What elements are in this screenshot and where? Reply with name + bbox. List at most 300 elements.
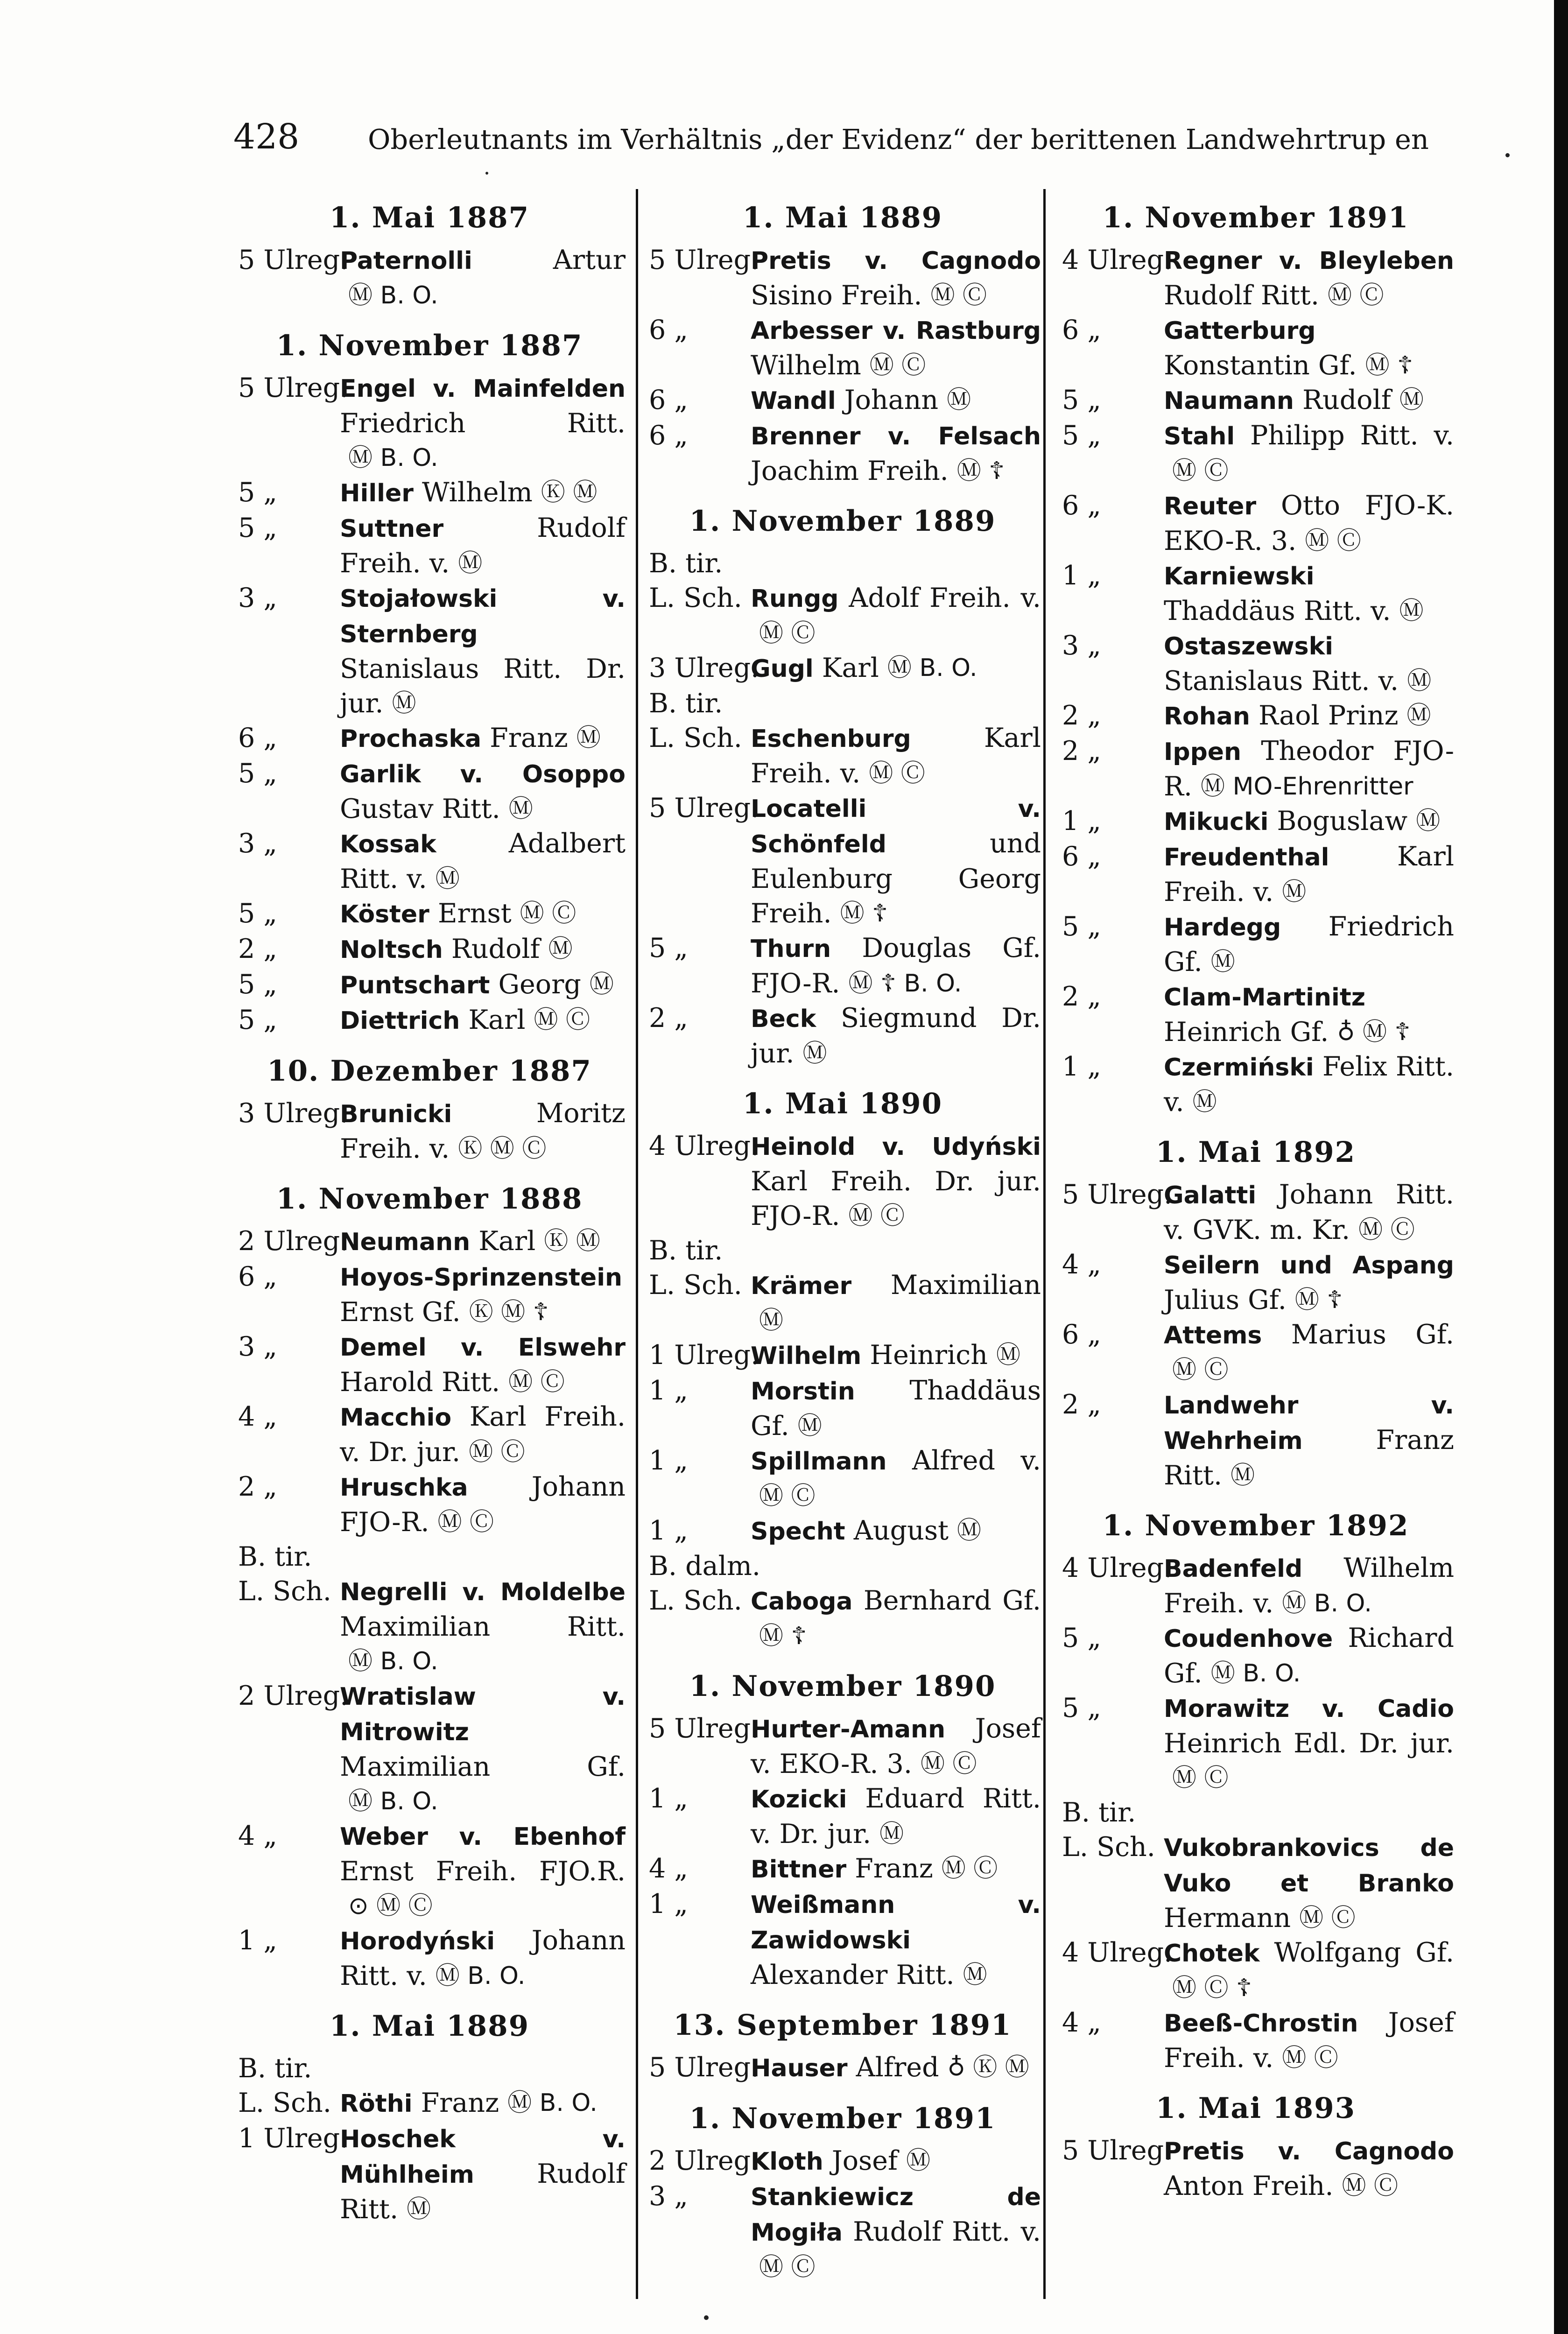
officer-entry — [644, 383, 1041, 418]
officer-entry — [233, 1679, 626, 1819]
column-2 — [644, 201, 1041, 2285]
unit-label: 4 „ — [238, 1401, 277, 1432]
officer-entry — [1057, 558, 1454, 628]
unit-label: 5 „ — [238, 969, 277, 1000]
officer-details: Josef — [823, 2145, 898, 2176]
officer-surname: Bittner — [751, 1856, 847, 1884]
officer-entry — [1057, 734, 1454, 804]
officer-details: Julius Gf. — [1164, 1285, 1287, 1315]
officer-surname: Kossak — [340, 830, 436, 858]
decoration-marks: Ⓜ Ⓒ — [1299, 1904, 1356, 1932]
decoration-marks: Ⓜ Ⓒ — [1172, 1764, 1229, 1792]
entry-text — [340, 756, 626, 826]
officer-details: Gustav Ritt. — [340, 794, 500, 824]
officer-surname: Heinold v. Udyński — [751, 1133, 1041, 1161]
officer-surname: Specht — [751, 1518, 845, 1546]
decoration-marks: Ⓜ B. O. — [887, 654, 977, 682]
unit-label: 2 „ — [1062, 736, 1101, 766]
officer-details: Friedrich Ritt. — [340, 408, 626, 439]
officer-entry — [644, 1549, 1041, 1653]
unit-label: 5 Ulreg. — [238, 373, 349, 403]
entry-text — [751, 1781, 1041, 1851]
officer-entry — [1057, 1551, 1454, 1621]
unit-label: 1 „ — [1062, 806, 1101, 837]
decoration-marks: Ⓜ B. O. — [1210, 1659, 1301, 1687]
column-1 — [233, 201, 626, 2227]
unit-label: 3 „ — [238, 583, 277, 613]
entry-text — [1164, 1621, 1454, 1691]
decoration-marks: Ⓜ — [1210, 948, 1235, 976]
unit-label: 2 Ulreg. — [238, 1226, 349, 1257]
entry-text — [1164, 313, 1454, 383]
officer-entry — [233, 826, 626, 896]
unit-label: 5 „ — [1062, 1693, 1101, 1723]
officer-surname: Vukobrankovics de Vuko et Branko — [1164, 1834, 1454, 1898]
officer-details: Stanislaus Ritt. v. — [1164, 666, 1399, 696]
officer-surname: Arbesser v. Rastburg — [751, 317, 1041, 345]
officer-details: Stanislaus Ritt. Dr. jur. — [340, 654, 626, 719]
unit-label: 4 Ulreg. — [1062, 245, 1173, 275]
decoration-marks: Ⓜ Ⓒ — [1172, 457, 1229, 485]
entry-text — [1164, 628, 1454, 698]
date-heading: 1. November 1892 — [1102, 1509, 1409, 1542]
officer-surname: Czermiński — [1164, 1054, 1314, 1082]
officer-entry — [233, 1399, 626, 1469]
date-heading: 1. November 1889 — [689, 505, 996, 538]
entry-text — [1164, 1177, 1454, 1247]
officer-details: Wilhelm Freih. v. — [1164, 1553, 1454, 1619]
officer-entry — [1057, 1935, 1454, 2005]
unit-label: 1 Ulreg. — [649, 1340, 759, 1371]
entry-text — [1164, 1691, 1454, 1795]
unit-label: L. Sch. — [238, 2088, 331, 2118]
unit-prefix: B. tir. — [649, 688, 723, 719]
officer-surname: Pretis v. Cagnodo — [751, 247, 1041, 275]
decoration-marks: Ⓜ Ⓒ ☦ — [1172, 1974, 1252, 2002]
date-heading: 1. Mai 1889 — [329, 2010, 530, 2043]
officer-surname: Morstin — [751, 1378, 855, 1406]
entry-text — [340, 1469, 626, 1540]
officer-surname: Garlik v. Osoppo — [340, 760, 626, 788]
officer-details: Karl Freih. v. — [751, 723, 1041, 789]
entry-text — [751, 791, 1041, 931]
entry-text — [340, 1574, 626, 1679]
unit-label: 5 Ulreg. — [238, 245, 349, 275]
decoration-marks: ⊙ Ⓜ Ⓒ — [348, 1892, 433, 1920]
entry-text — [751, 1373, 1041, 1443]
officer-details: Johann Ritt. v. GVK. m. Kr. — [1164, 1179, 1454, 1245]
officer-entry — [644, 1851, 1041, 1887]
entry-text — [340, 1003, 626, 1038]
decoration-marks: Ⓜ Ⓒ — [508, 1368, 565, 1396]
date-heading: 1. Mai 1893 — [1155, 2092, 1356, 2125]
officer-entry — [644, 418, 1041, 488]
officer-entry — [644, 2179, 1041, 2285]
officer-details: und Eulenburg Georg Freih. — [751, 828, 1041, 929]
officer-details: Rudolf Ritt. — [340, 2158, 626, 2225]
officer-surname: Caboga — [751, 1588, 853, 1616]
entry-text — [751, 418, 1041, 488]
date-heading: 1. November 1891 — [1102, 201, 1409, 234]
officer-entry — [1057, 839, 1454, 909]
decoration-marks: Ⓜ MO-Ehrenritter — [1201, 773, 1413, 801]
officer-entry — [644, 1443, 1041, 1513]
unit-label: 5 Ulreg. — [649, 793, 759, 823]
officer-entry — [1057, 628, 1454, 698]
officer-surname: Pretis v. Cagnodo — [1164, 2137, 1454, 2165]
entry-text — [340, 371, 626, 475]
officer-entry — [644, 1373, 1041, 1443]
officer-entry — [1057, 1317, 1454, 1387]
officer-entry — [233, 1923, 626, 1993]
officer-entry — [644, 313, 1041, 383]
officer-surname: Negrelli v. Moldelbe — [340, 1578, 626, 1606]
decoration-marks: Ⓚ Ⓜ Ⓒ — [458, 1135, 547, 1163]
unit-label: 5 „ — [238, 898, 277, 929]
date-heading: 1. Mai 1887 — [329, 201, 530, 234]
officer-details: Thaddäus Gf. — [751, 1375, 1041, 1441]
unit-prefix: B. tir. — [649, 1235, 723, 1266]
officer-details: Alfred — [847, 2052, 939, 2083]
date-heading: 10. Dezember 1887 — [267, 1055, 592, 1088]
officer-details: Johann Ritt. v. — [340, 1925, 626, 1991]
officer-entry — [233, 371, 626, 475]
decoration-marks: Ⓜ Ⓒ — [520, 900, 577, 928]
officer-surname: Brenner v. Felsach — [751, 422, 1041, 450]
unit-label: 4 Ulreg. — [649, 1131, 759, 1161]
entry-text — [340, 721, 626, 756]
unit-label: 3 „ — [238, 1331, 277, 1362]
officer-surname: Röthi — [340, 2090, 413, 2118]
officer-entry — [1057, 2005, 1454, 2075]
decoration-marks: Ⓜ ☦ — [1294, 1286, 1343, 1314]
date-heading: 1. Mai 1890 — [742, 1087, 943, 1120]
decoration-marks: Ⓜ Ⓒ — [469, 1438, 525, 1466]
officer-entry — [644, 1513, 1041, 1549]
unit-label: 4 „ — [649, 1853, 688, 1884]
entry-text — [340, 1259, 626, 1329]
decoration-marks: Ⓜ Ⓒ — [759, 2253, 816, 2281]
decoration-marks: Ⓜ — [996, 1341, 1020, 1369]
entry-text — [751, 931, 1041, 1001]
officer-surname: Locatelli v. Schönfeld — [751, 795, 1041, 858]
entry-text — [1164, 243, 1454, 313]
decoration-marks: Ⓜ B. O. — [507, 2089, 598, 2117]
officer-details: Ernst Gf. — [340, 1297, 461, 1328]
officer-surname: Macchio — [340, 1404, 452, 1432]
officer-entry — [1057, 1621, 1454, 1691]
officer-surname: Wilhelm — [751, 1342, 862, 1370]
officer-details: Moritz Freih. v. — [340, 1098, 626, 1164]
decoration-marks: Ⓜ — [407, 2195, 431, 2223]
officer-surname: Seilern und Aspang — [1164, 1251, 1454, 1279]
decoration-marks: Ⓜ — [508, 795, 533, 823]
column-divider-2 — [1043, 189, 1046, 2299]
officer-details: Thaddäus Ritt. v. — [1164, 596, 1391, 626]
officer-details: Karl Freih. v. Dr. jur. — [340, 1401, 626, 1468]
officer-entry — [644, 243, 1041, 313]
officer-surname: Naumann — [1164, 387, 1294, 415]
officer-surname: Ostaszewski — [1164, 633, 1333, 661]
officer-entry — [233, 2121, 626, 2227]
decoration-marks: Ⓜ — [1399, 597, 1424, 625]
officer-details: Rudolf — [443, 934, 540, 964]
officer-details: Anton Freih. — [1164, 2171, 1334, 2201]
entry-text — [751, 243, 1041, 313]
decoration-marks: Ⓜ Ⓒ — [1358, 1216, 1415, 1244]
officer-details: Maximilian — [851, 1270, 1041, 1301]
unit-label: L. Sch. — [649, 583, 742, 613]
unit-label: 5 „ — [238, 1005, 277, 1035]
officer-entry — [644, 1781, 1041, 1851]
decoration-marks: Ⓜ — [1406, 702, 1431, 730]
officer-surname: Wratislaw v. Mitrowitz — [340, 1683, 626, 1746]
unit-label: 5 Ulreg. — [1062, 1179, 1173, 1210]
officer-surname: Rohan — [1164, 703, 1250, 731]
decoration-marks: Ⓜ B. O. — [435, 1962, 526, 1990]
entry-text — [1164, 1830, 1454, 1935]
officer-details: Adalbert Ritt. v. — [340, 828, 626, 894]
unit-label: 2 „ — [238, 1471, 277, 1502]
unit-label: 1 „ — [649, 1445, 688, 1476]
unit-label: L. Sch. — [649, 1585, 742, 1616]
unit-label: 6 „ — [1062, 490, 1101, 521]
decoration-marks: Ⓜ — [1282, 878, 1307, 906]
entry-text — [340, 967, 626, 1003]
officer-details: Maximilian Gf. — [340, 1751, 626, 1782]
officer-surname: Coudenhove — [1164, 1625, 1333, 1653]
decoration-marks: Ⓜ — [906, 2147, 931, 2175]
unit-prefix: B. tir. — [1062, 1797, 1136, 1828]
officer-entry — [233, 967, 626, 1003]
decoration-marks: Ⓜ — [879, 1820, 904, 1848]
entry-text — [1164, 383, 1454, 418]
unit-label: 5 Ulreg. — [649, 245, 759, 275]
officer-details: Heinrich — [861, 1340, 988, 1371]
officer-entry — [1057, 804, 1454, 839]
unit-label: 2 Ulreg. — [649, 2145, 759, 2176]
officer-details: Alexander Ritt. — [751, 1960, 955, 1990]
officer-entry — [1057, 979, 1454, 1049]
officer-surname: Neumann — [340, 1228, 471, 1256]
officer-surname: Diettrich — [340, 1007, 460, 1035]
unit-label: 3 Ulreg. — [238, 1098, 349, 1129]
officer-surname: Morawitz v. Cadio — [1164, 1695, 1454, 1723]
unit-label: 5 Ulreg. — [649, 2052, 759, 2083]
running-title: Oberleutnants im Verhältnis „der Evidenz“ der berittenen Landwehrtrup en — [368, 123, 1429, 155]
decoration-marks: ♁ Ⓚ Ⓜ — [947, 2053, 1029, 2081]
unit-label: 6 „ — [238, 1261, 277, 1292]
unit-prefix: B. dalm. — [649, 1551, 760, 1582]
officer-details: Heinrich Edl. Dr. jur. — [1164, 1728, 1454, 1759]
unit-label: 5 Ulreg. — [649, 1713, 759, 1744]
officer-entry — [644, 651, 1041, 686]
officer-entry — [644, 1887, 1041, 1992]
decoration-marks: Ⓜ Ⓒ — [920, 1750, 977, 1778]
officer-details: Rudolf Freih. v. — [340, 513, 626, 579]
officer-details: Karl Freih. Dr. jur. FJO-R. — [751, 1166, 1041, 1231]
officer-details: Josef Freih. v. — [1164, 2007, 1454, 2074]
officer-entry — [233, 1540, 626, 1679]
decoration-marks: Ⓜ Ⓒ — [1305, 527, 1361, 555]
decoration-marks: Ⓜ — [1416, 807, 1441, 835]
officer-surname: Badenfeld — [1164, 1555, 1303, 1583]
officer-surname: Kozicki — [751, 1786, 847, 1814]
officer-details: Konstantin Gf. — [1164, 350, 1357, 381]
officer-details: Wolfgang Gf. — [1259, 1937, 1454, 1968]
unit-label: 2 „ — [238, 934, 277, 964]
officer-surname: Karniewski — [1164, 562, 1315, 591]
decoration-marks: Ⓜ — [458, 549, 483, 577]
officer-details: Georg — [490, 969, 581, 1000]
officer-entry — [233, 896, 626, 932]
officer-surname: Weißmann v. Zawidowski — [751, 1891, 1041, 1954]
officer-surname: Kloth — [751, 2148, 823, 2176]
officer-entry — [644, 791, 1041, 931]
officer-surname: Paternolli — [340, 247, 472, 275]
unit-label: 1 „ — [649, 1783, 688, 1814]
officer-details: Franz Ritt. — [1164, 1425, 1454, 1491]
officer-entry — [233, 1003, 626, 1038]
officer-details: Karl Freih. v. — [1164, 841, 1454, 907]
entry-text — [340, 896, 626, 932]
officer-entry — [644, 546, 1041, 651]
officer-entry — [233, 511, 626, 581]
column-3 — [1057, 201, 1454, 2203]
officer-details: Rudolf Ritt. — [1164, 280, 1319, 311]
officer-details: Friedrich Gf. — [1164, 911, 1454, 977]
decoration-marks: Ⓜ ☦ — [840, 900, 888, 928]
decoration-marks: Ⓜ Ⓒ — [941, 1855, 998, 1883]
entry-text — [340, 2121, 626, 2227]
officer-entry — [1057, 698, 1454, 734]
officer-details: Heinrich Gf. — [1164, 1017, 1329, 1047]
officer-entry — [644, 686, 1041, 791]
entry-text — [1164, 804, 1454, 839]
unit-label: 3 Ulreg. — [649, 653, 759, 683]
entry-text — [751, 581, 1041, 651]
decoration-marks: Ⓜ — [576, 724, 601, 752]
officer-details: Alfred v. — [886, 1445, 1041, 1476]
unit-label: 1 „ — [1062, 1051, 1101, 1082]
decoration-marks: Ⓜ B. O. — [348, 281, 438, 309]
entry-text — [751, 651, 1041, 686]
officer-surname: Eschenburg — [751, 725, 911, 753]
unit-label: 5 „ — [1062, 911, 1101, 942]
officer-entry — [1057, 1795, 1454, 1935]
decoration-marks: Ⓜ ☦ — [759, 1622, 807, 1650]
unit-label: 2 „ — [1062, 700, 1101, 731]
officer-details: Franz — [846, 1853, 933, 1884]
officer-surname: Hardegg — [1164, 914, 1281, 942]
officer-details: Franz — [481, 723, 568, 753]
officer-details: Otto FJO-K. EKO-R. 3. — [1164, 490, 1454, 556]
officer-surname: Beck — [751, 1005, 816, 1033]
entry-text — [1164, 558, 1454, 628]
officer-surname: Noltsch — [340, 936, 443, 964]
decoration-marks: Ⓜ B. O. — [1282, 1589, 1372, 1617]
unit-label: 5 „ — [649, 933, 688, 963]
unit-label: 4 Ulreg. — [1062, 1553, 1173, 1583]
decoration-marks: Ⓚ Ⓜ ☦ — [469, 1298, 549, 1326]
entry-text — [1164, 734, 1454, 804]
column-divider-1 — [636, 189, 638, 2299]
entry-text — [1164, 2133, 1454, 2203]
officer-surname: Hruschka — [340, 1474, 468, 1502]
unit-label: L. Sch. — [238, 1576, 331, 1607]
unit-label: 5 „ — [238, 477, 277, 508]
decoration-marks: Ⓜ — [1192, 1088, 1217, 1116]
decoration-marks: Ⓜ — [1230, 1462, 1255, 1490]
decoration-marks: Ⓜ B. O. — [348, 444, 438, 472]
print-speck — [704, 2315, 709, 2320]
officer-surname: Wandl — [751, 387, 836, 415]
unit-label: 6 „ — [649, 385, 688, 415]
unit-label: 5 „ — [1062, 385, 1101, 415]
entry-text — [1164, 909, 1454, 979]
officer-details: Adolf Freih. v. — [838, 583, 1041, 613]
entry-text — [1164, 1317, 1454, 1387]
decoration-marks: Ⓜ B. O. — [348, 1647, 438, 1675]
unit-prefix: B. tir. — [649, 548, 723, 579]
officer-entry — [233, 581, 626, 721]
entry-text — [751, 1338, 1041, 1373]
officer-entry — [233, 1469, 626, 1540]
entry-text — [340, 932, 626, 967]
entry-text — [1164, 1935, 1454, 2005]
entry-text — [751, 313, 1041, 383]
officer-details: Felix Ritt. v. — [1164, 1051, 1454, 1118]
officer-entry — [233, 1096, 626, 1166]
entry-text — [1164, 1387, 1454, 1493]
officer-surname: Hoyos-Sprinzenstein — [340, 1264, 623, 1292]
officer-details: Douglas Gf. FJO-R. — [751, 933, 1041, 999]
officer-surname: Gugl — [751, 655, 814, 683]
officer-details: Raol Prinz — [1250, 700, 1399, 731]
entry-text — [1164, 1049, 1454, 1119]
officer-entry — [1057, 1247, 1454, 1317]
decoration-marks: Ⓜ — [759, 1307, 784, 1335]
officer-surname: Rungg — [751, 585, 839, 613]
officer-details: Karl — [813, 653, 879, 683]
decoration-marks: Ⓜ ☦ — [956, 457, 1005, 485]
officer-details: Wilhelm — [751, 350, 861, 381]
entry-text — [340, 1923, 626, 1993]
unit-label: 1 Ulreg. — [238, 2123, 349, 2154]
entry-text — [340, 475, 626, 511]
officer-surname: Freudenthal — [1164, 844, 1329, 872]
decoration-marks: Ⓜ Ⓒ — [534, 1006, 590, 1034]
officer-surname: Stojałowski v. Sternberg — [340, 585, 626, 648]
officer-entry — [644, 931, 1041, 1001]
unit-label: 2 „ — [1062, 1389, 1101, 1420]
officer-surname: Landwehr v. Wehrheim — [1164, 1392, 1454, 1455]
decoration-marks: Ⓜ — [802, 1040, 827, 1068]
officer-entry — [644, 1233, 1041, 1338]
unit-label: 3 „ — [1062, 630, 1101, 661]
entry-text — [751, 1513, 1041, 1549]
officer-entry — [233, 1329, 626, 1399]
unit-label: 6 „ — [1062, 841, 1101, 872]
unit-label: 5 „ — [238, 513, 277, 543]
officer-details: Hermann — [1164, 1903, 1291, 1933]
officer-entry — [644, 1129, 1041, 1233]
decoration-marks: Ⓜ Ⓒ — [1282, 2044, 1338, 2072]
entry-text — [340, 1679, 626, 1819]
entry-text — [1164, 698, 1454, 734]
decoration-marks: Ⓜ Ⓒ — [1172, 1356, 1229, 1384]
officer-surname: Regner v. Bleyleben — [1164, 247, 1454, 275]
